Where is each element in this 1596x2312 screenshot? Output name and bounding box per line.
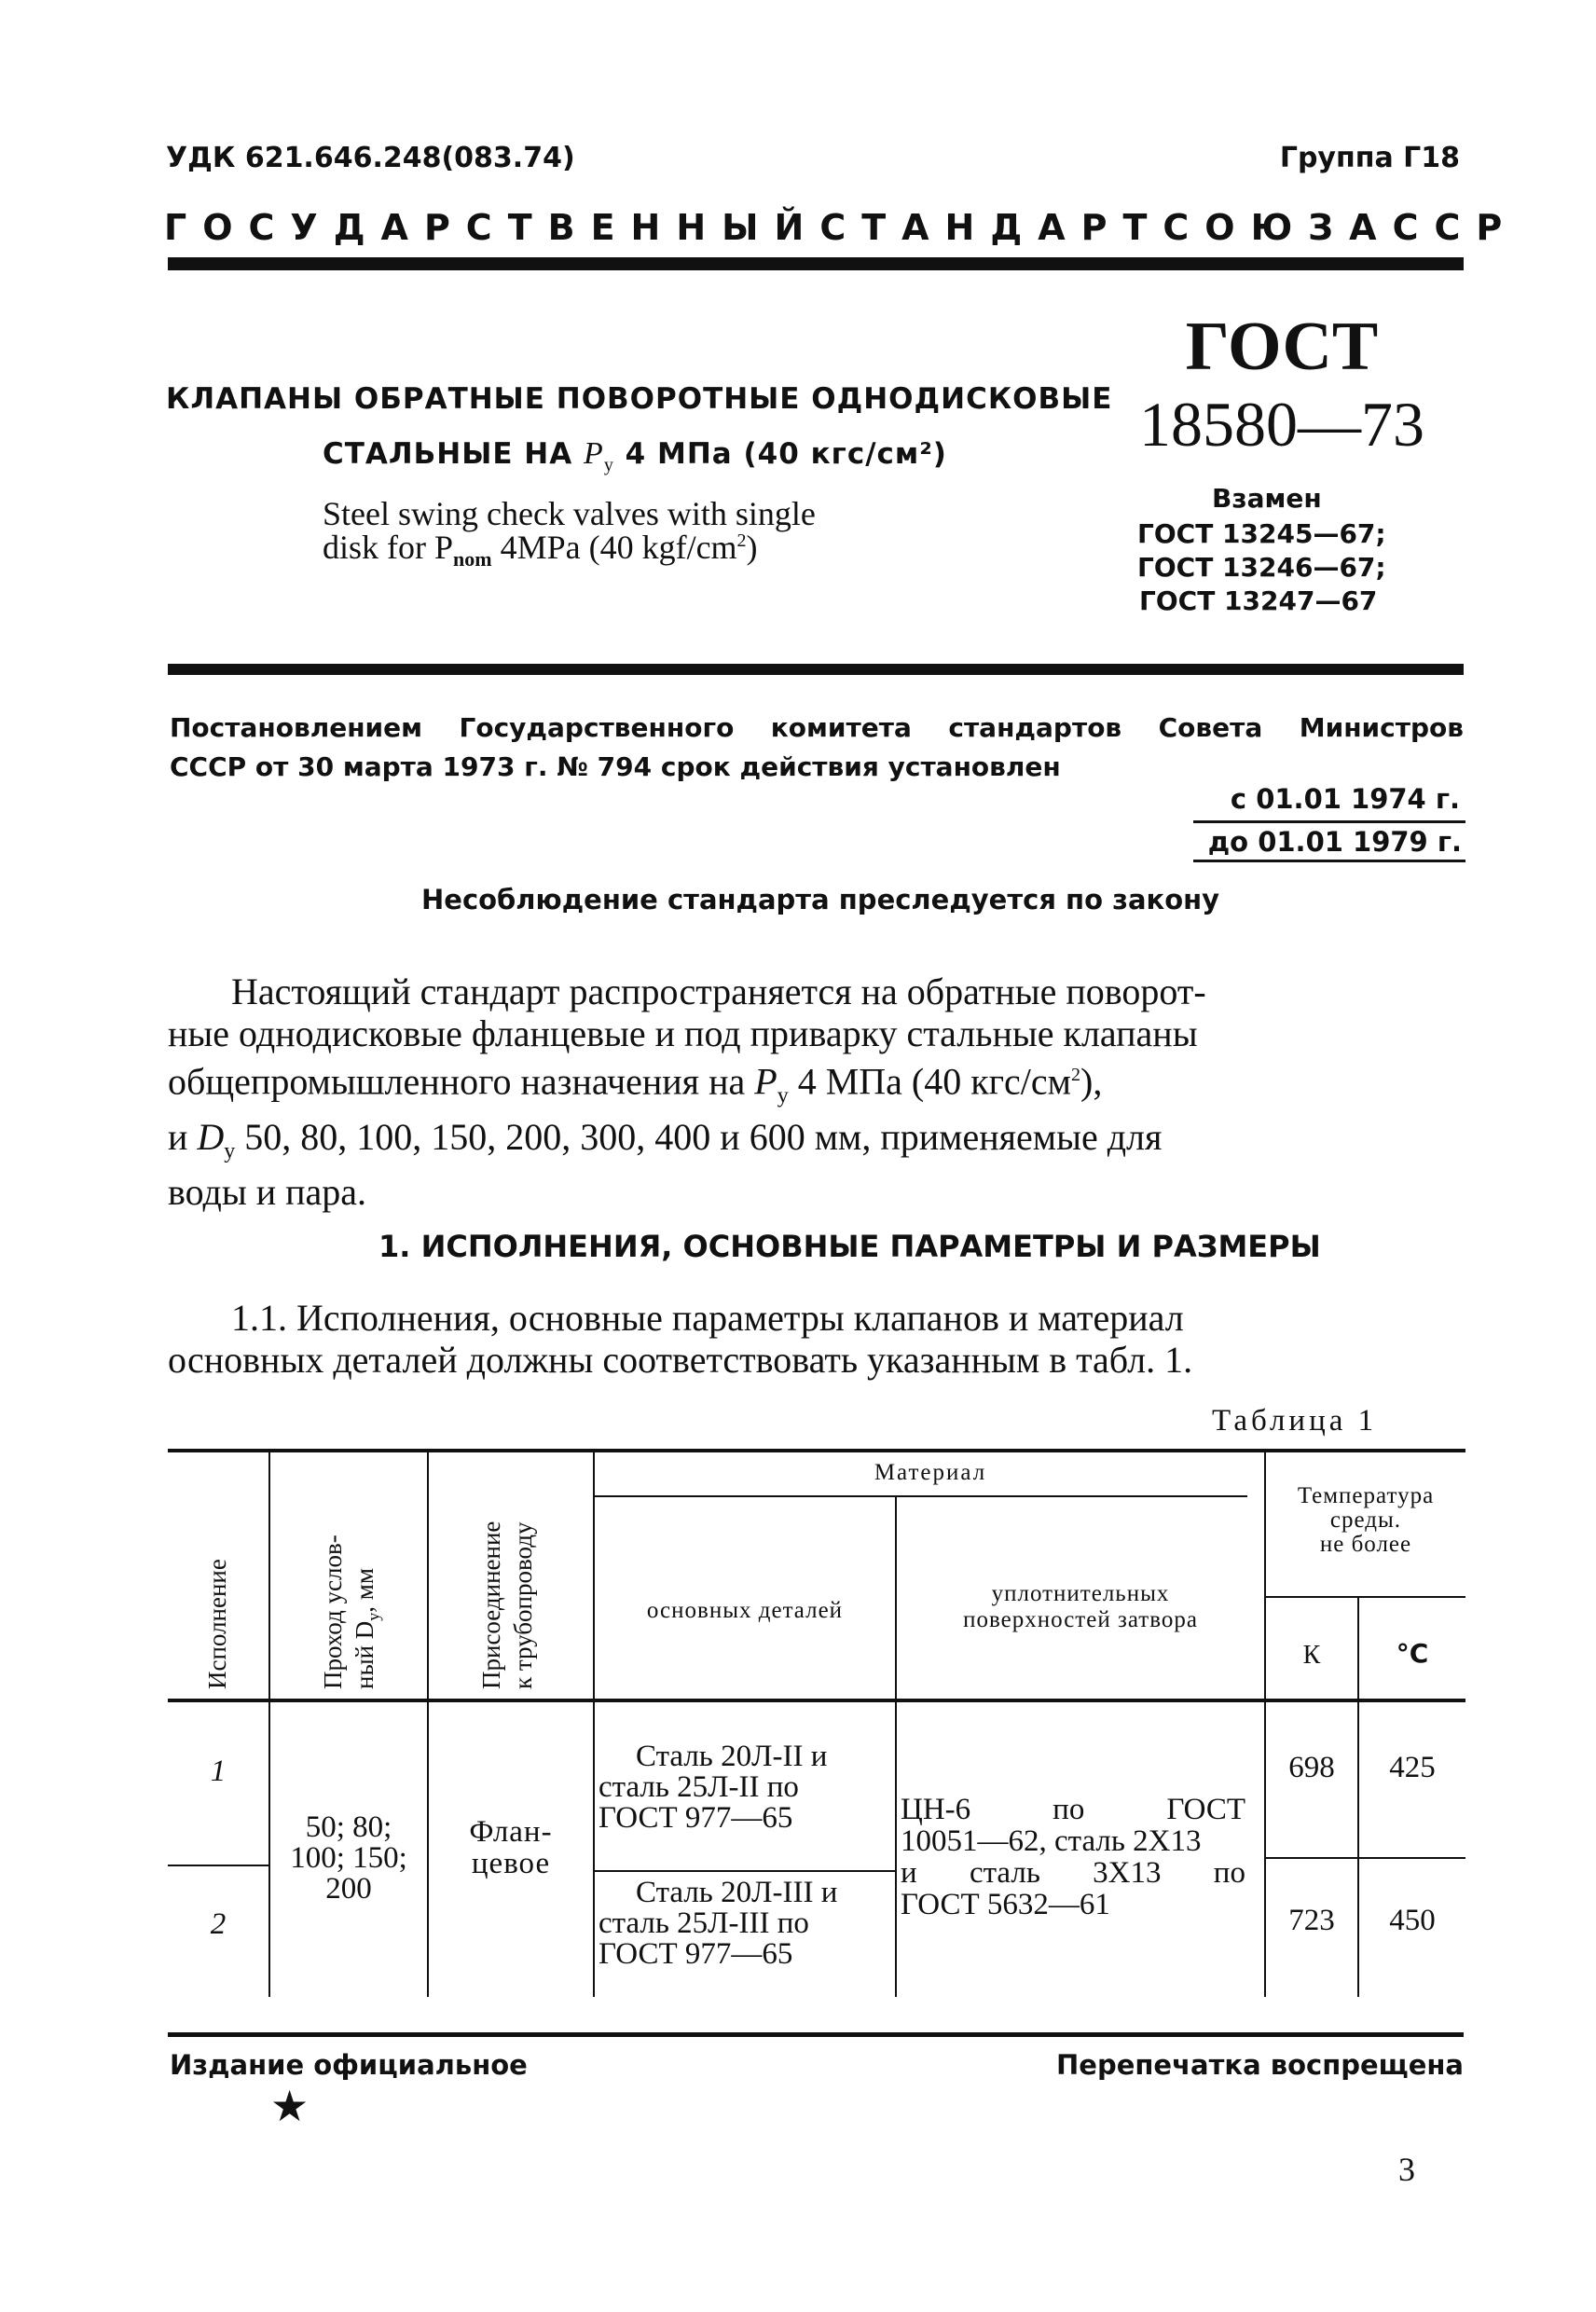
udk-code: УДК 621.646.248(083.74) xyxy=(166,142,575,174)
header-celsius: °С xyxy=(1396,1638,1429,1669)
title-prefix: СТАЛЬНЫЕ НА xyxy=(323,437,573,471)
legal-warning: Несоблюдение стандарта преследуется по закону xyxy=(421,884,1220,915)
state-standard-word: СТАНДАРТ xyxy=(819,207,1163,248)
temperature-k: 723 xyxy=(1288,1904,1335,1937)
state-standard-word: ГОСУДАРСТВЕННЫЙ xyxy=(164,207,820,248)
header-execution: Исполнение xyxy=(203,1559,231,1689)
group-code: Группа Г18 xyxy=(1279,142,1460,174)
header-main-parts: основных деталей xyxy=(646,1598,844,1623)
header-divider xyxy=(168,257,1464,270)
temperature-c: 450 xyxy=(1389,1904,1436,1937)
temperature-k: 698 xyxy=(1288,1751,1335,1784)
header-connection: Присоединение к трубопроводу xyxy=(477,1521,537,1689)
title-line-1: КЛАПАНЫ ОБРАТНЫЕ ПОВОРОТНЫЕ ОДНОДИСКОВЫЕ xyxy=(166,382,1113,416)
page-number: 3 xyxy=(1398,2151,1415,2188)
header-sealing: уплотнительных поверхностей затвора xyxy=(963,1581,1198,1632)
intro-line: Настоящий стандарт распространяется на обратные поворот- xyxy=(231,970,1206,1012)
intro-line: общепромышленного назначения на $P_у$ 4 МПа (40 кгс/$см^2$), xyxy=(168,1060,1103,1108)
edition-note: Издание официальное xyxy=(170,2049,528,2081)
intro-paragraph xyxy=(168,971,1464,1214)
english-title-line-2: disk for $P_{nom}$ 4MPa (40 kgf/$cm^2$) xyxy=(323,529,758,571)
table-1 xyxy=(168,1449,1465,1999)
header-material: Материал xyxy=(874,1460,987,1485)
reprint-note: Перепечатка воспрещена xyxy=(1056,2049,1464,2081)
pressure-symbol: $P_у$ xyxy=(584,436,614,475)
main-material-cell: Сталь 20Л-II и сталь 25Л-II по ГОСТ 977—65 xyxy=(598,1740,828,1835)
validity-to: до 01.01 1979 г. xyxy=(1207,826,1462,858)
state-standard-word: ССР xyxy=(1392,207,1519,248)
header-bore: Проход услов- ный $D_у$, мм xyxy=(319,1534,383,1689)
title-line-2 xyxy=(323,436,947,476)
row-separator xyxy=(595,1870,895,1872)
replaced-standard: ГОСТ 13247—67 xyxy=(1139,585,1378,616)
validity-from: с 01.01 1974 г. xyxy=(1230,783,1460,815)
temperature-rule xyxy=(1266,1596,1465,1598)
replaced-standard: ГОСТ 13246—67; xyxy=(1137,552,1386,583)
star-icon: ★ xyxy=(270,2083,310,2130)
date-underline xyxy=(1193,820,1465,823)
column-rule xyxy=(593,1449,595,1997)
intro-line: и $D_у$ 50, 80, 100, 150, 200, 300, 400 и 600 мм, применяемые для xyxy=(168,1115,1163,1163)
sealing-material-cell: ЦН-6 по ГОСТ 10051—62, сталь 2Х13 и сталь 3Х13 по ГОСТ 5632—61 xyxy=(901,1793,1245,1921)
section-title: 1. ИСПОЛНЕНИЯ, ОСНОВНЫЕ ПАРАМЕТРЫ И РАЗМЕРЫ xyxy=(378,1229,1321,1264)
intro-line: воды и пара. xyxy=(168,1171,367,1214)
column-rule xyxy=(268,1449,270,1997)
temperature-c: 425 xyxy=(1389,1751,1436,1784)
gost-label: ГОСТ xyxy=(1185,309,1379,385)
column-rule xyxy=(895,1497,897,1997)
title-divider xyxy=(168,664,1464,675)
title-suffix: 4 МПа (40 кгс/см²) xyxy=(625,437,947,471)
clause-line: основных деталей должны соответствовать указанным в табл. 1. xyxy=(168,1338,1193,1381)
resolution-line-1: Постановлением Государственного комитета стандартов Совета Министров xyxy=(170,712,1464,743)
header-kelvin: К xyxy=(1302,1641,1321,1670)
header-temperature: Температура среды. не более xyxy=(1297,1483,1435,1557)
execution-number: 2 xyxy=(210,1907,227,1941)
resolution-line-2: СССР от 30 марта 1973 г. № 794 срок действия установлен xyxy=(170,751,1061,782)
row-separator xyxy=(1266,1857,1465,1859)
connection-cell: Флан- цевое xyxy=(469,1815,553,1880)
bore-sizes-cell: 50; 80; 100; 150; 200 xyxy=(290,1810,407,1906)
table-caption: Таблица 1 xyxy=(1212,1404,1378,1438)
execution-number: 1 xyxy=(210,1755,227,1788)
material-rule xyxy=(595,1495,1247,1497)
row-separator xyxy=(168,1865,268,1866)
intro-line: ные однодисковые фланцевые и под приварку стальные клапаны xyxy=(168,1012,1198,1054)
table-top-rule xyxy=(168,1449,1465,1452)
date-underline xyxy=(1193,860,1465,862)
footer-divider xyxy=(168,2032,1464,2037)
clause-line: 1.1. Исполнения, основные параметры клапанов и материал xyxy=(231,1297,1184,1339)
gost-number: 18580—73 xyxy=(1139,389,1424,460)
main-material-cell: Сталь 20Л-III и сталь 25Л-III по ГОСТ 977—65 xyxy=(598,1876,838,1971)
replaces-label: Взамен xyxy=(1212,483,1322,514)
english-title-line-1: Steel swing check valves with single xyxy=(323,495,816,532)
state-standard-heading xyxy=(164,207,1519,248)
replaced-standard: ГОСТ 13245—67; xyxy=(1137,518,1386,549)
clause-paragraph xyxy=(168,1298,1192,1381)
column-rule xyxy=(427,1449,429,1997)
state-standard-word: СОЮЗА xyxy=(1163,207,1393,248)
header-bottom-rule xyxy=(168,1699,1465,1702)
